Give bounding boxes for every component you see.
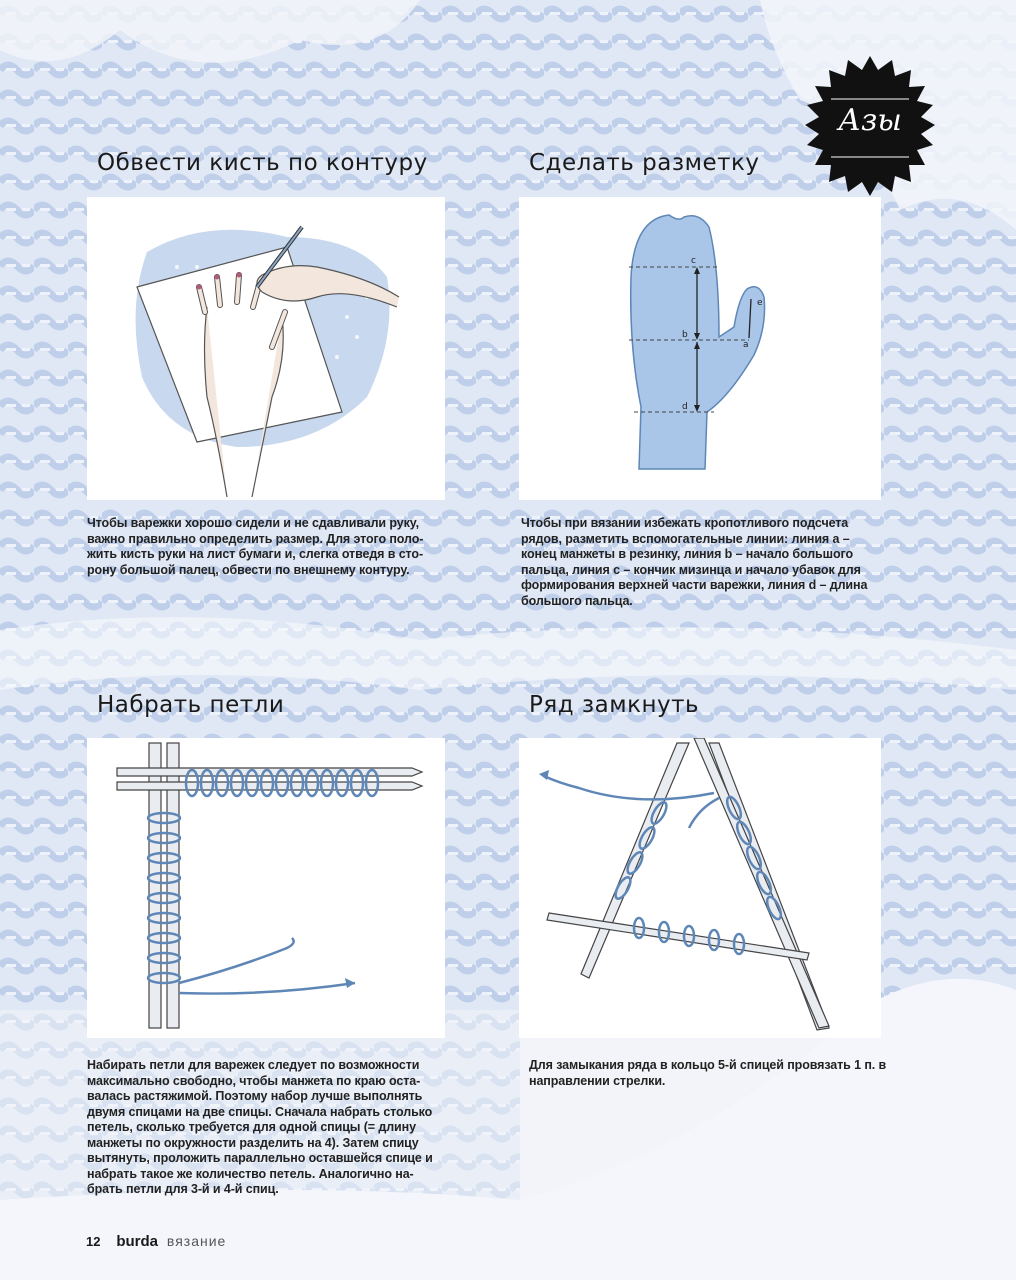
panel-title-join-round: Ряд замкнуть [529,692,700,718]
illustration-trace-hand [87,197,445,500]
label-a: a [743,340,749,350]
label-c: c [691,256,696,266]
label-e: e [757,298,763,308]
panel-caption-trace-hand: Чтобы варежки хорошо сидели и не сдавливали руку, важно правильно определить размер. Для этого поло-жить кисть руки на лист бумаги и, слегка отведя в сто-рону большой палец, обвести по внешнему контуру. [87,516,424,577]
badge-label: Азы [838,103,902,138]
illustration-cast-on [87,738,445,1038]
brand-name: burda [116,1233,159,1250]
panel-title-cast-on: Набрать петли [97,692,285,718]
page-number: 12 [86,1234,101,1249]
panel-title-trace-hand: Обвести кисть по контуру [97,150,428,176]
illustration-join-round [519,738,881,1038]
panel-caption-cast-on: Набирать петли для варежек следует по возможности максимально свободно, чтобы манжета по краю оста-валась растяжимой. Поэтому набор лучше выполнять двумя спицами на две спицы. Сначала набрать столько петель, сколько требуется для одной спицы (= длину манжеты по окружности разделить на 4). Затем спицу вытянуть, проложить параллельно оставшейся спице и набрать такое же количество петель. Аналогично на-брать петли для 3-й и 4-й спиц. [87,1058,433,1196]
illustration-mitten-markup [519,197,881,500]
magazine-name: вязание [166,1233,227,1249]
label-d: d [682,402,688,412]
label-b: b [682,330,688,340]
panel-caption-markup: Чтобы при вязании избежать кропотливого подсчета рядов, разметить вспомогательные линии: линия a – конец манжеты в резинку, линия b – начало большого пальца, линия c – кончик мизинца и начало убавок для формирования верхней части варежки, линия d – длина большого пальца. [521,516,868,608]
panel-caption-join-round: Для замыкания ряда в кольцо 5-й спицей провязать 1 п. в направлении стрелки. [529,1058,887,1088]
page-footer [86,1233,226,1250]
panel-title-markup: Сделать разметку [529,150,760,176]
